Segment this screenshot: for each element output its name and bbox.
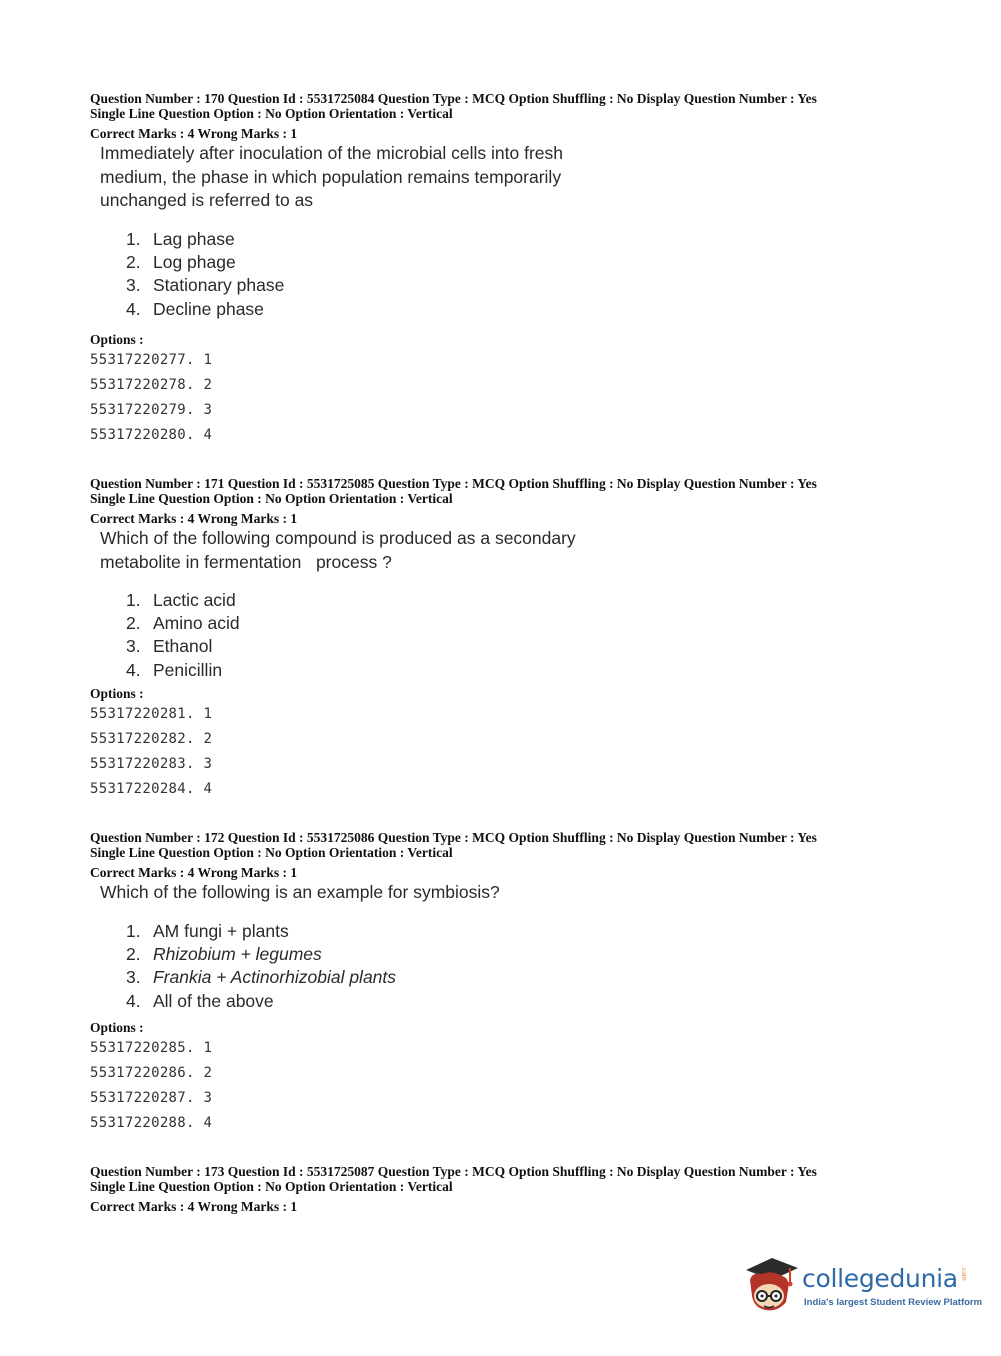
meta-line-1: Question Number : 173 Question Id : 5531725087 Question Type : MCQ Option Shuffling : No Display Question Number : Yes [90, 1164, 817, 1179]
choice-item: 4. Decline phase [126, 298, 264, 319]
meta-line-2: Single Line Question Option : No Option Orientation : Vertical [90, 845, 453, 860]
question-171-meta [90, 476, 817, 526]
question-text-line: medium, the phase in which population remains temporarily [100, 166, 562, 187]
question-170-choices [126, 228, 284, 321]
choice-item: 1. Lactic acid [126, 590, 236, 610]
meta-line-2: Single Line Question Option : No Option Orientation : Vertical [90, 106, 453, 121]
choice-item: 1. Lag phase [126, 229, 235, 249]
question-170-options [90, 348, 212, 448]
options-label: Options : [90, 332, 144, 347]
marks-line: Correct Marks : 4 Wrong Marks : 1 [90, 865, 298, 880]
option-id: 55317220286. 2 [90, 1065, 213, 1081]
choice-item: 4. Penicillin [126, 659, 223, 680]
question-171-text [100, 527, 576, 574]
choice-item: 4. All of the above [126, 990, 274, 1011]
meta-line-2: Single Line Question Option : No Option Orientation : Vertical [90, 1179, 453, 1194]
option-id: 55317220278. 2 [90, 377, 213, 393]
question-170-text [100, 142, 563, 213]
option-id: 55317220285. 1 [90, 1040, 213, 1056]
option-id: 55317220281. 1 [90, 706, 213, 722]
option-id: 55317220282. 2 [90, 731, 213, 747]
question-text-line: unchanged is referred to as [100, 190, 314, 210]
marks-line: Correct Marks : 4 Wrong Marks : 1 [90, 1199, 298, 1214]
meta-line-2: Single Line Question Option : No Option Orientation : Vertical [90, 491, 453, 506]
brand-suffix: .com [960, 1266, 967, 1281]
brand-name: collegedunia [802, 1264, 958, 1293]
question-text-line: metabolite in fermentation process ? [100, 551, 392, 572]
question-172-text [100, 881, 500, 905]
option-id: 55317220279. 3 [90, 402, 213, 418]
question-172-options [90, 1036, 212, 1136]
meta-line-1: Question Number : 170 Question Id : 5531725084 Question Type : MCQ Option Shuffling : No Display Question Number : Yes [90, 91, 817, 106]
question-170-meta [90, 91, 817, 141]
option-id: 55317220284. 4 [90, 781, 213, 797]
options-label: Options : [90, 686, 144, 701]
question-172-choices [126, 920, 396, 1013]
collegedunia-logo[interactable] [742, 1250, 983, 1320]
choice-item: 3. Ethanol [126, 636, 213, 657]
choice-item: 2. Rhizobium + legumes [126, 944, 322, 965]
question-171-options [90, 702, 212, 802]
options-label: Options : [90, 1020, 144, 1035]
question-text-line: Which of the following compound is produced as a secondary [100, 528, 576, 548]
option-id: 55317220277. 1 [90, 352, 213, 368]
meta-line-1: Question Number : 171 Question Id : 5531725085 Question Type : MCQ Option Shuffling : No Display Question Number : Yes [90, 476, 817, 491]
option-id: 55317220288. 4 [90, 1115, 213, 1131]
option-id: 55317220280. 4 [90, 427, 213, 443]
choice-item: 3. Stationary phase [126, 275, 285, 296]
option-id: 55317220287. 3 [90, 1090, 213, 1106]
marks-line: Correct Marks : 4 Wrong Marks : 1 [90, 126, 298, 141]
choice-item: 3. Frankia + Actinorhizobial plants [126, 967, 397, 988]
question-172-meta [90, 830, 817, 880]
question-171-choices [126, 589, 240, 682]
option-id: 55317220283. 3 [90, 756, 213, 772]
meta-line-1: Question Number : 172 Question Id : 5531725086 Question Type : MCQ Option Shuffling : No Display Question Number : Yes [90, 830, 817, 845]
choice-item: 2. Amino acid [126, 613, 240, 634]
question-text-line: Which of the following is an example for symbiosis? [100, 882, 500, 902]
choice-item: 1. AM fungi + plants [126, 921, 289, 941]
mascot-icon [742, 1250, 802, 1320]
choice-item: 2. Log phage [126, 252, 236, 273]
marks-line: Correct Marks : 4 Wrong Marks : 1 [90, 511, 298, 526]
question-text-line: Immediately after inoculation of the microbial cells into fresh [100, 143, 563, 163]
question-173-meta [90, 1164, 817, 1214]
brand-tagline: India's largest Student Review Platform [804, 1297, 983, 1308]
